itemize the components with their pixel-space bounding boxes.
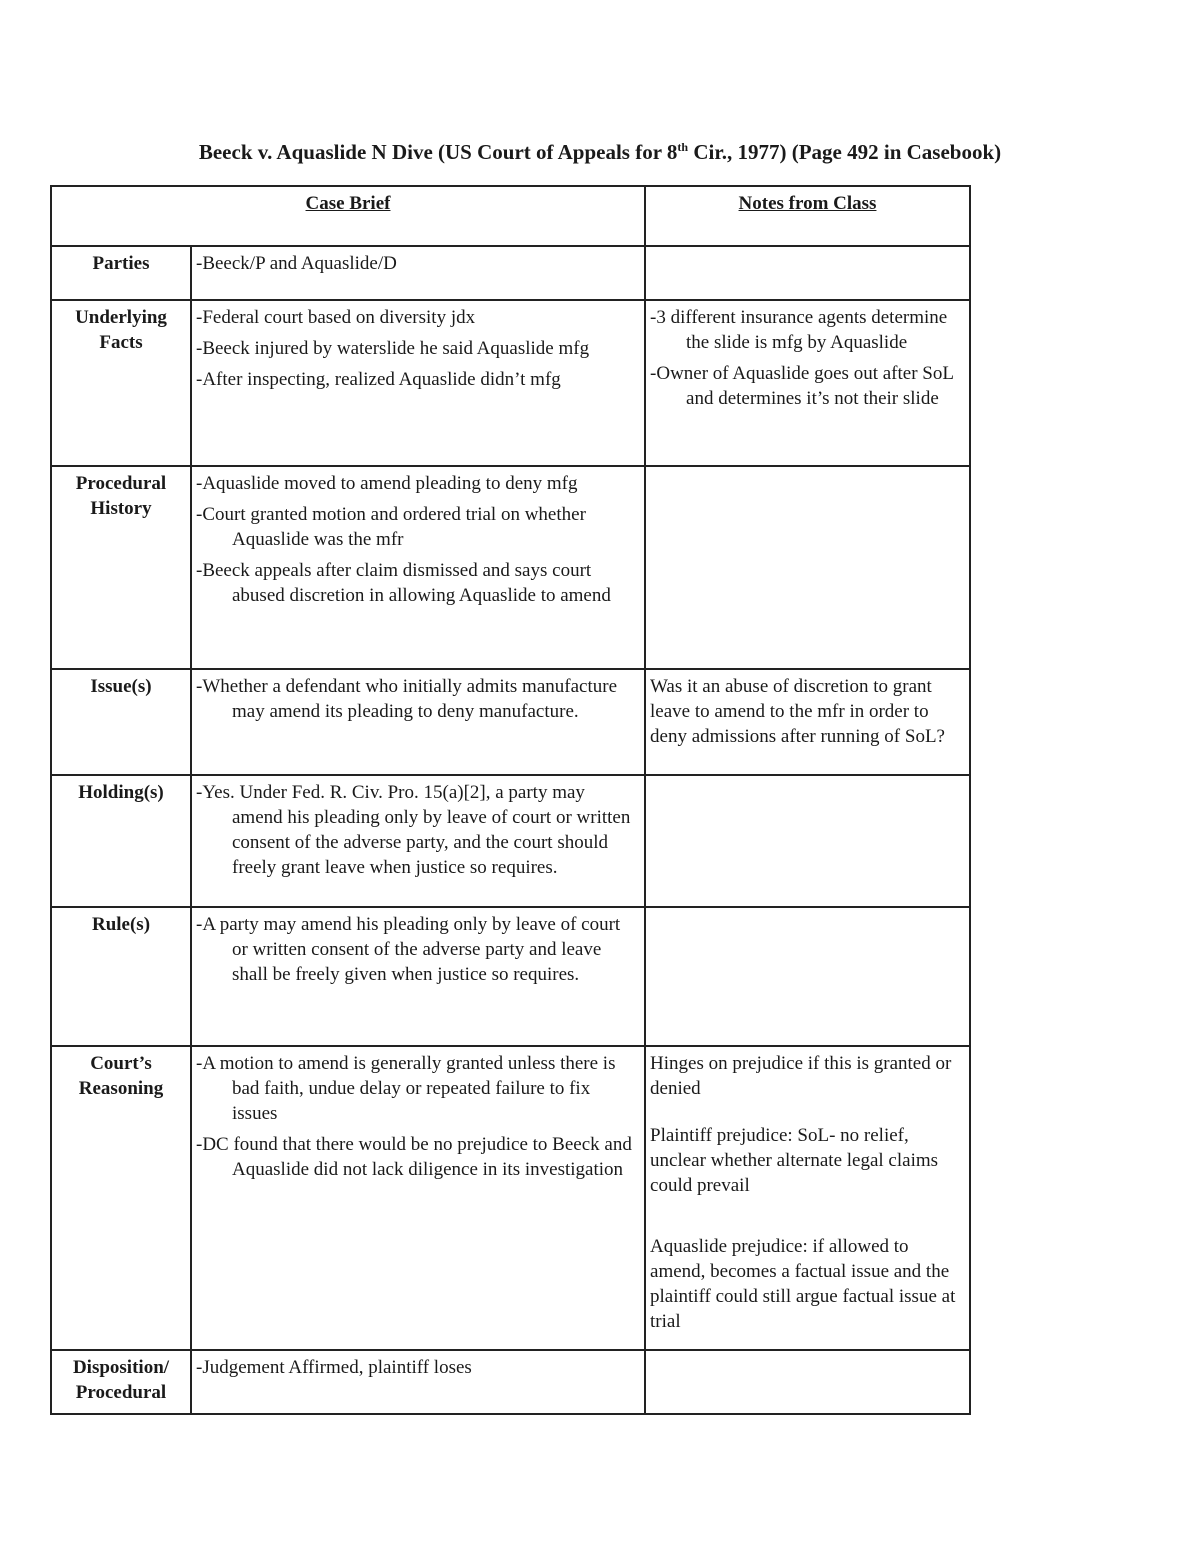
brief-rule: -A party may amend his pleading only by leave of court or written consent of the adverse party and leave shall be freely given when justice so requires. [191,907,645,1046]
label-facts: Underlying Facts [51,300,191,466]
label-disposition: Disposition/ Procedural [51,1350,191,1414]
case-brief-table [50,185,971,1415]
notes-holding [645,775,970,907]
label-issue: Issue(s) [51,669,191,775]
notes-parties [645,246,970,300]
row-issue [51,669,970,775]
notes-disposition [645,1350,970,1414]
notes-facts: -3 different insurance agents determine the slide is mfg by Aquaslide -Owner of Aquaslide goes out after SoL and determines it’s not their slide [645,300,970,466]
notes-header: Notes from Class [645,186,970,246]
brief-procedural: -Aquaslide moved to amend pleading to deny mfg -Court granted motion and ordered trial on whether Aquaslide was the mfr -Beeck appeals after claim dismissed and says court abused discretion in allowing Aquaslide to amend [191,466,645,669]
label-rule: Rule(s) [51,907,191,1046]
brief-holding: -Yes. Under Fed. R. Civ. Pro. 15(a)[2], a party may amend his pleading only by leave of court or written consent of the adverse party, and the court should freely grant leave when justice so requires. [191,775,645,907]
label-procedural: Procedural History [51,466,191,669]
label-reasoning: Court’s Reasoning [51,1046,191,1350]
row-disposition [51,1350,970,1414]
notes-issue: Was it an abuse of discretion to grant leave to amend to the mfr in order to deny admissions after running of SoL? [645,669,970,775]
notes-reasoning: Hinges on prejudice if this is granted or denied Plaintiff prejudice: SoL- no relief, unclear whether alternate legal claims could prevail Aquaslide prejudice: if allowed to amend, becomes a factual issue and the plaintiff could still argue factual issue at trial [645,1046,970,1350]
label-holding: Holding(s) [51,775,191,907]
row-procedural [51,466,970,669]
brief-parties: -Beeck/P and Aquaslide/D [191,246,645,300]
row-parties [51,246,970,300]
case-brief-header: Case Brief [51,186,645,246]
row-rule [51,907,970,1046]
row-holding [51,775,970,907]
title-superscript: th [677,140,689,154]
notes-rule [645,907,970,1046]
brief-reasoning: -A motion to amend is generally granted unless there is bad faith, undue delay or repeated failure to fix issues -DC found that there would be no prejudice to Beeck and Aquaslide did not lack diligence in its investigation [191,1046,645,1350]
label-parties: Parties [51,246,191,300]
brief-disposition: -Judgement Affirmed, plaintiff loses [191,1350,645,1414]
notes-procedural [645,466,970,669]
page-title: Beeck v. Aquaslide N Dive (US Court of Appeals for 8th Cir., 1977) (Page 492 in Casebook) [198,140,1002,164]
brief-facts: -Federal court based on diversity jdx -Beeck injured by waterslide he said Aquaslide mfg -After inspecting, realized Aquaslide didn’t mfg [191,300,645,466]
row-reasoning [51,1046,970,1350]
brief-issue: -Whether a defendant who initially admits manufacture may amend its pleading to deny manufacture. [191,669,645,775]
header-row [51,186,970,246]
row-facts [51,300,970,466]
